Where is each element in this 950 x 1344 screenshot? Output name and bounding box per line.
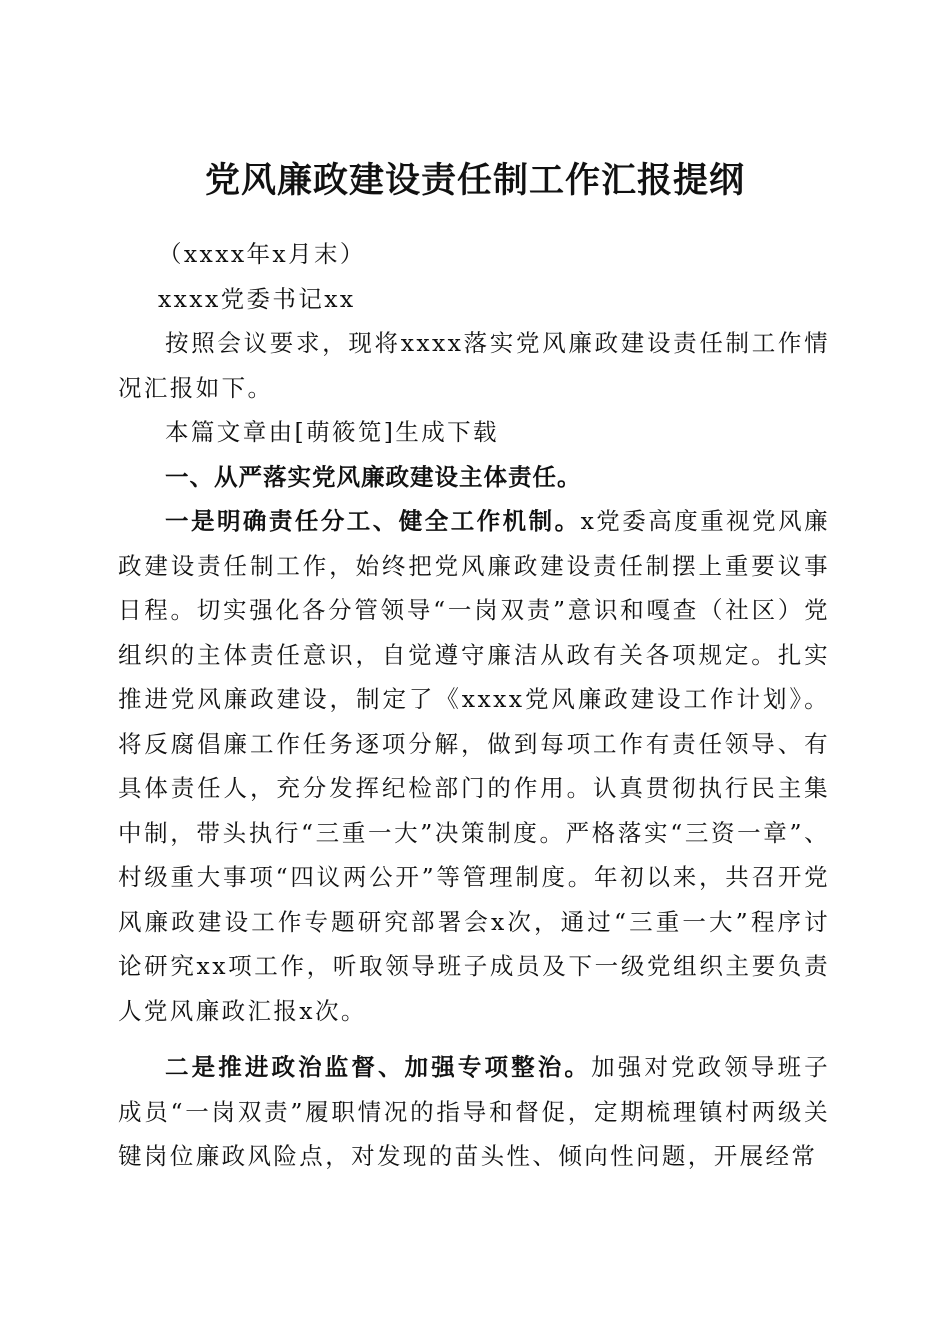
- point-2-paragraph: [118, 1045, 830, 1179]
- date-line: （xxxx年x月末）: [158, 240, 366, 268]
- intro-paragraph: 按照会议要求，现将xxxx落实党风廉政建设责任制工作情况汇报如下。: [118, 329, 830, 402]
- point-1-lead: 一是明确责任分工、健全工作机制。: [165, 507, 581, 535]
- author-line: xxxx党委书记xx: [158, 284, 356, 313]
- section-heading-1: 一、从严落实党风廉政建设主体责任。: [165, 462, 582, 491]
- point-2-lead: 二是推进政治监督、加强专项整治。: [165, 1053, 592, 1081]
- document-body: [118, 232, 830, 1179]
- point-2-text: 加强对党政领导班子成员“一岗双责”履职情况的指导和督促，定期梳理镇村两级关键岗位廉政风险点，对发现的苗头性、倾向性问题，开展经常: [118, 1053, 830, 1170]
- source-note: 本篇文章由[萌筱笕]生成下载: [165, 418, 499, 446]
- point-1-text: x党委高度重视党风廉政建设责任制工作，始终把党风廉政建设责任制摆上重要议事日程。切实强化各分管领导“一岗双责”意识和嘎查（社区）党组织的主体责任意识，自觉遵守廉洁从政有关各项规定。扎实推进党风廉政建设，制定了《xxxx党风廉政建设工作计划》。将反腐倡廉工作任务逐项分解，做到每项工作有责任领导、有具体责任人，充分发挥纪检部门的作用。认真贯彻执行民主集中制，带头执行“三重一大”决策制度。严格落实“三资一章”、村级重大事项“四议两公开”等管理制度。年初以来，共召开党风廉政建设工作专题研究部署会x次，通过“三重一大”程序讨论研究xx项工作，听取领导班子成员及下一级党组织主要负责人党风廉政汇报x次。: [118, 507, 830, 1025]
- point-1-paragraph: [118, 499, 830, 1033]
- document-title: 党风廉政建设责任制工作汇报提纲: [204, 160, 745, 202]
